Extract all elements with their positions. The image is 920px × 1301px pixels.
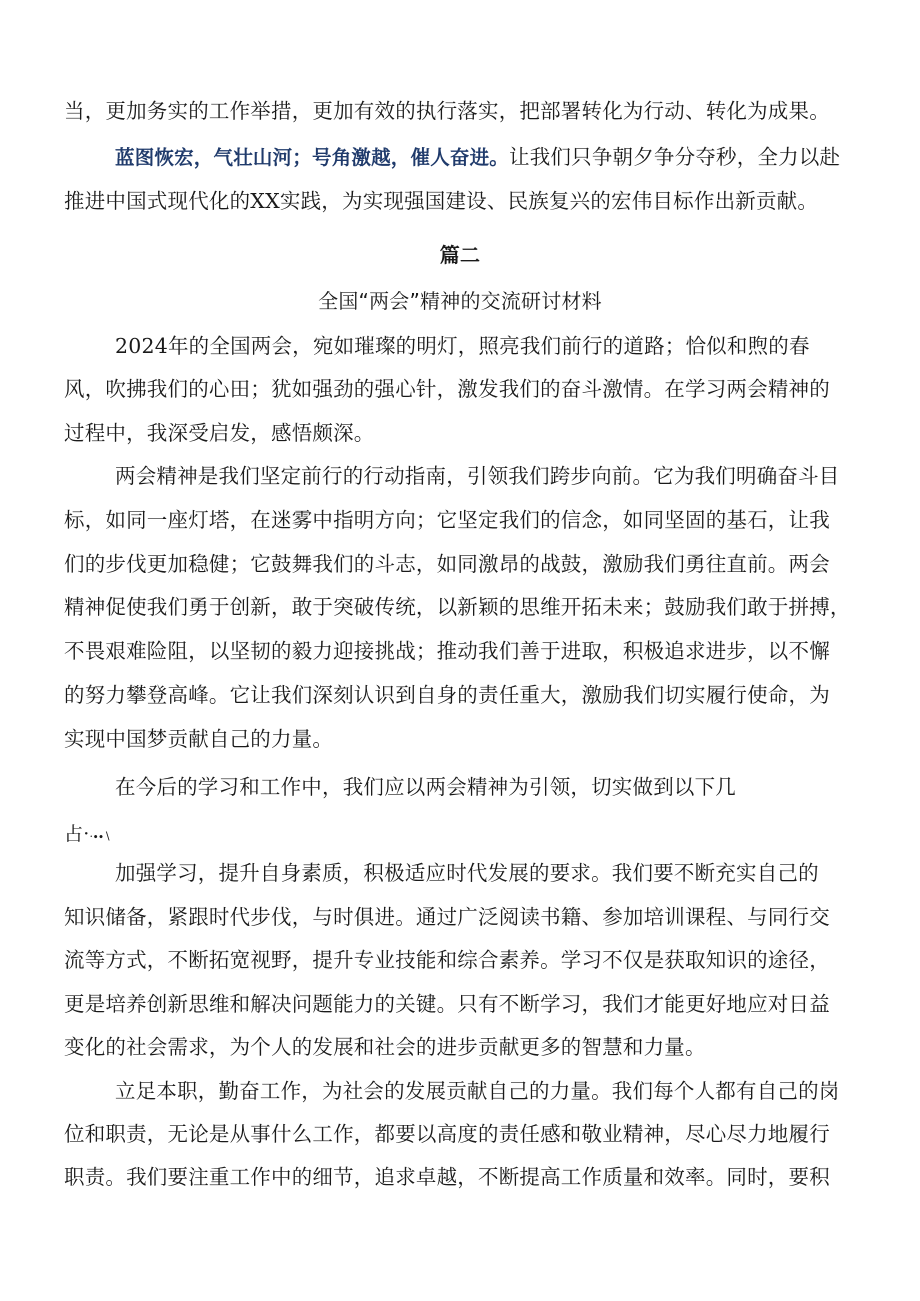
document-title: 全国“两会”精神的交流研讨材料: [318, 289, 602, 313]
text-line: [64, 818, 864, 852]
text-line: 精神促使我们勇于创新，敢于突破传统，以新颖的思维开拓未来；鼓励我们敢于拼搏，: [64, 595, 851, 619]
text-fragment-small: ·∙∙∖: [89, 830, 111, 843]
text-line: 标，如同一座灯塔，在迷雾中指明方向；它坚定我们的信念，如同坚固的基石，让我: [64, 508, 830, 532]
text-line: 立足本职，勤奋工作，为社会的发展贡献自己的力量。我们每个人都有自己的岗: [115, 1079, 840, 1103]
text-line: 2024年的全国两会，宛如璀璨的明灯，照亮我们前行的道路；恰似和煦的春: [115, 334, 810, 358]
text-line: 在今后的学习和工作中，我们应以两会精神为引领，切实做到以下几: [115, 775, 736, 799]
text-line: 更是培养创新思维和解决问题能力的关键。只有不断学习，我们才能更好地应对日益: [64, 992, 830, 1016]
text-line: 的努力攀登高峰。它让我们深刻认识到自身的责任重大，激励我们切实履行使命，为: [64, 683, 830, 707]
text-line: 流等方式，不断拓宽视野，提升专业技能和综合素养。学习不仅是获取知识的途径，: [64, 948, 830, 972]
text-fragment: 占·: [64, 823, 90, 845]
text-line: 当，更加务实的工作举措，更加有效的执行落实，把部署转化为行动、转化为成果。: [64, 99, 830, 123]
text-line: 过程中，我深受启发，感悟颇深。: [64, 421, 375, 445]
text-line: 风，吹拂我们的心田；犹如强劲的强心针，激发我们的奋斗激情。在学习两会精神的: [64, 377, 830, 401]
text-line: 两会精神是我们坚定前行的行动指南，引领我们跨步向前。它为我们明确奋斗目: [115, 464, 840, 488]
section-title: 篇二: [439, 243, 481, 267]
text-line: 推进中国式现代化的XX实践，为实现强国建设、民族复兴的宏伟目标作出新贡献。: [64, 189, 819, 213]
text-line: 知识储备，紧跟时代步伐，与时俱进。通过广泛阅读书籍、参加培训课程、与同行交: [64, 905, 830, 929]
text-line: 职责。我们要注重工作中的细节，追求卓越，不断提高工作质量和效率。同时，要积: [64, 1165, 830, 1189]
highlight-phrase: 蓝图恢宏，气壮山河；号角激越，催人奋进。: [115, 146, 510, 169]
text-line: 加强学习，提升自身素质，积极适应时代发展的要求。我们要不断充实自己的: [115, 861, 819, 885]
text-line: 们的步伐更加稳健；它鼓舞我们的斗志，如同激昂的战鼓，激励我们勇往直前。两会: [64, 552, 830, 576]
text-line: 变化的社会需求，为个人的发展和社会的进步贡献更多的智慧和力量。: [64, 1035, 706, 1059]
text-line: [115, 142, 915, 173]
text-span: 让我们只争朝夕争分夺秒，全力以赴: [509, 145, 841, 169]
text-line: 位和职责，无论是从事什么工作，都要以高度的责任感和敬业精神，尽心尽力地履行: [64, 1122, 830, 1146]
text-line: 实现中国梦贡献自己的力量。: [64, 727, 334, 751]
text-line: 不畏艰难险阻，以坚韧的毅力迎接挑战；推动我们善于进取，积极追求进步，以不懈: [64, 639, 830, 663]
